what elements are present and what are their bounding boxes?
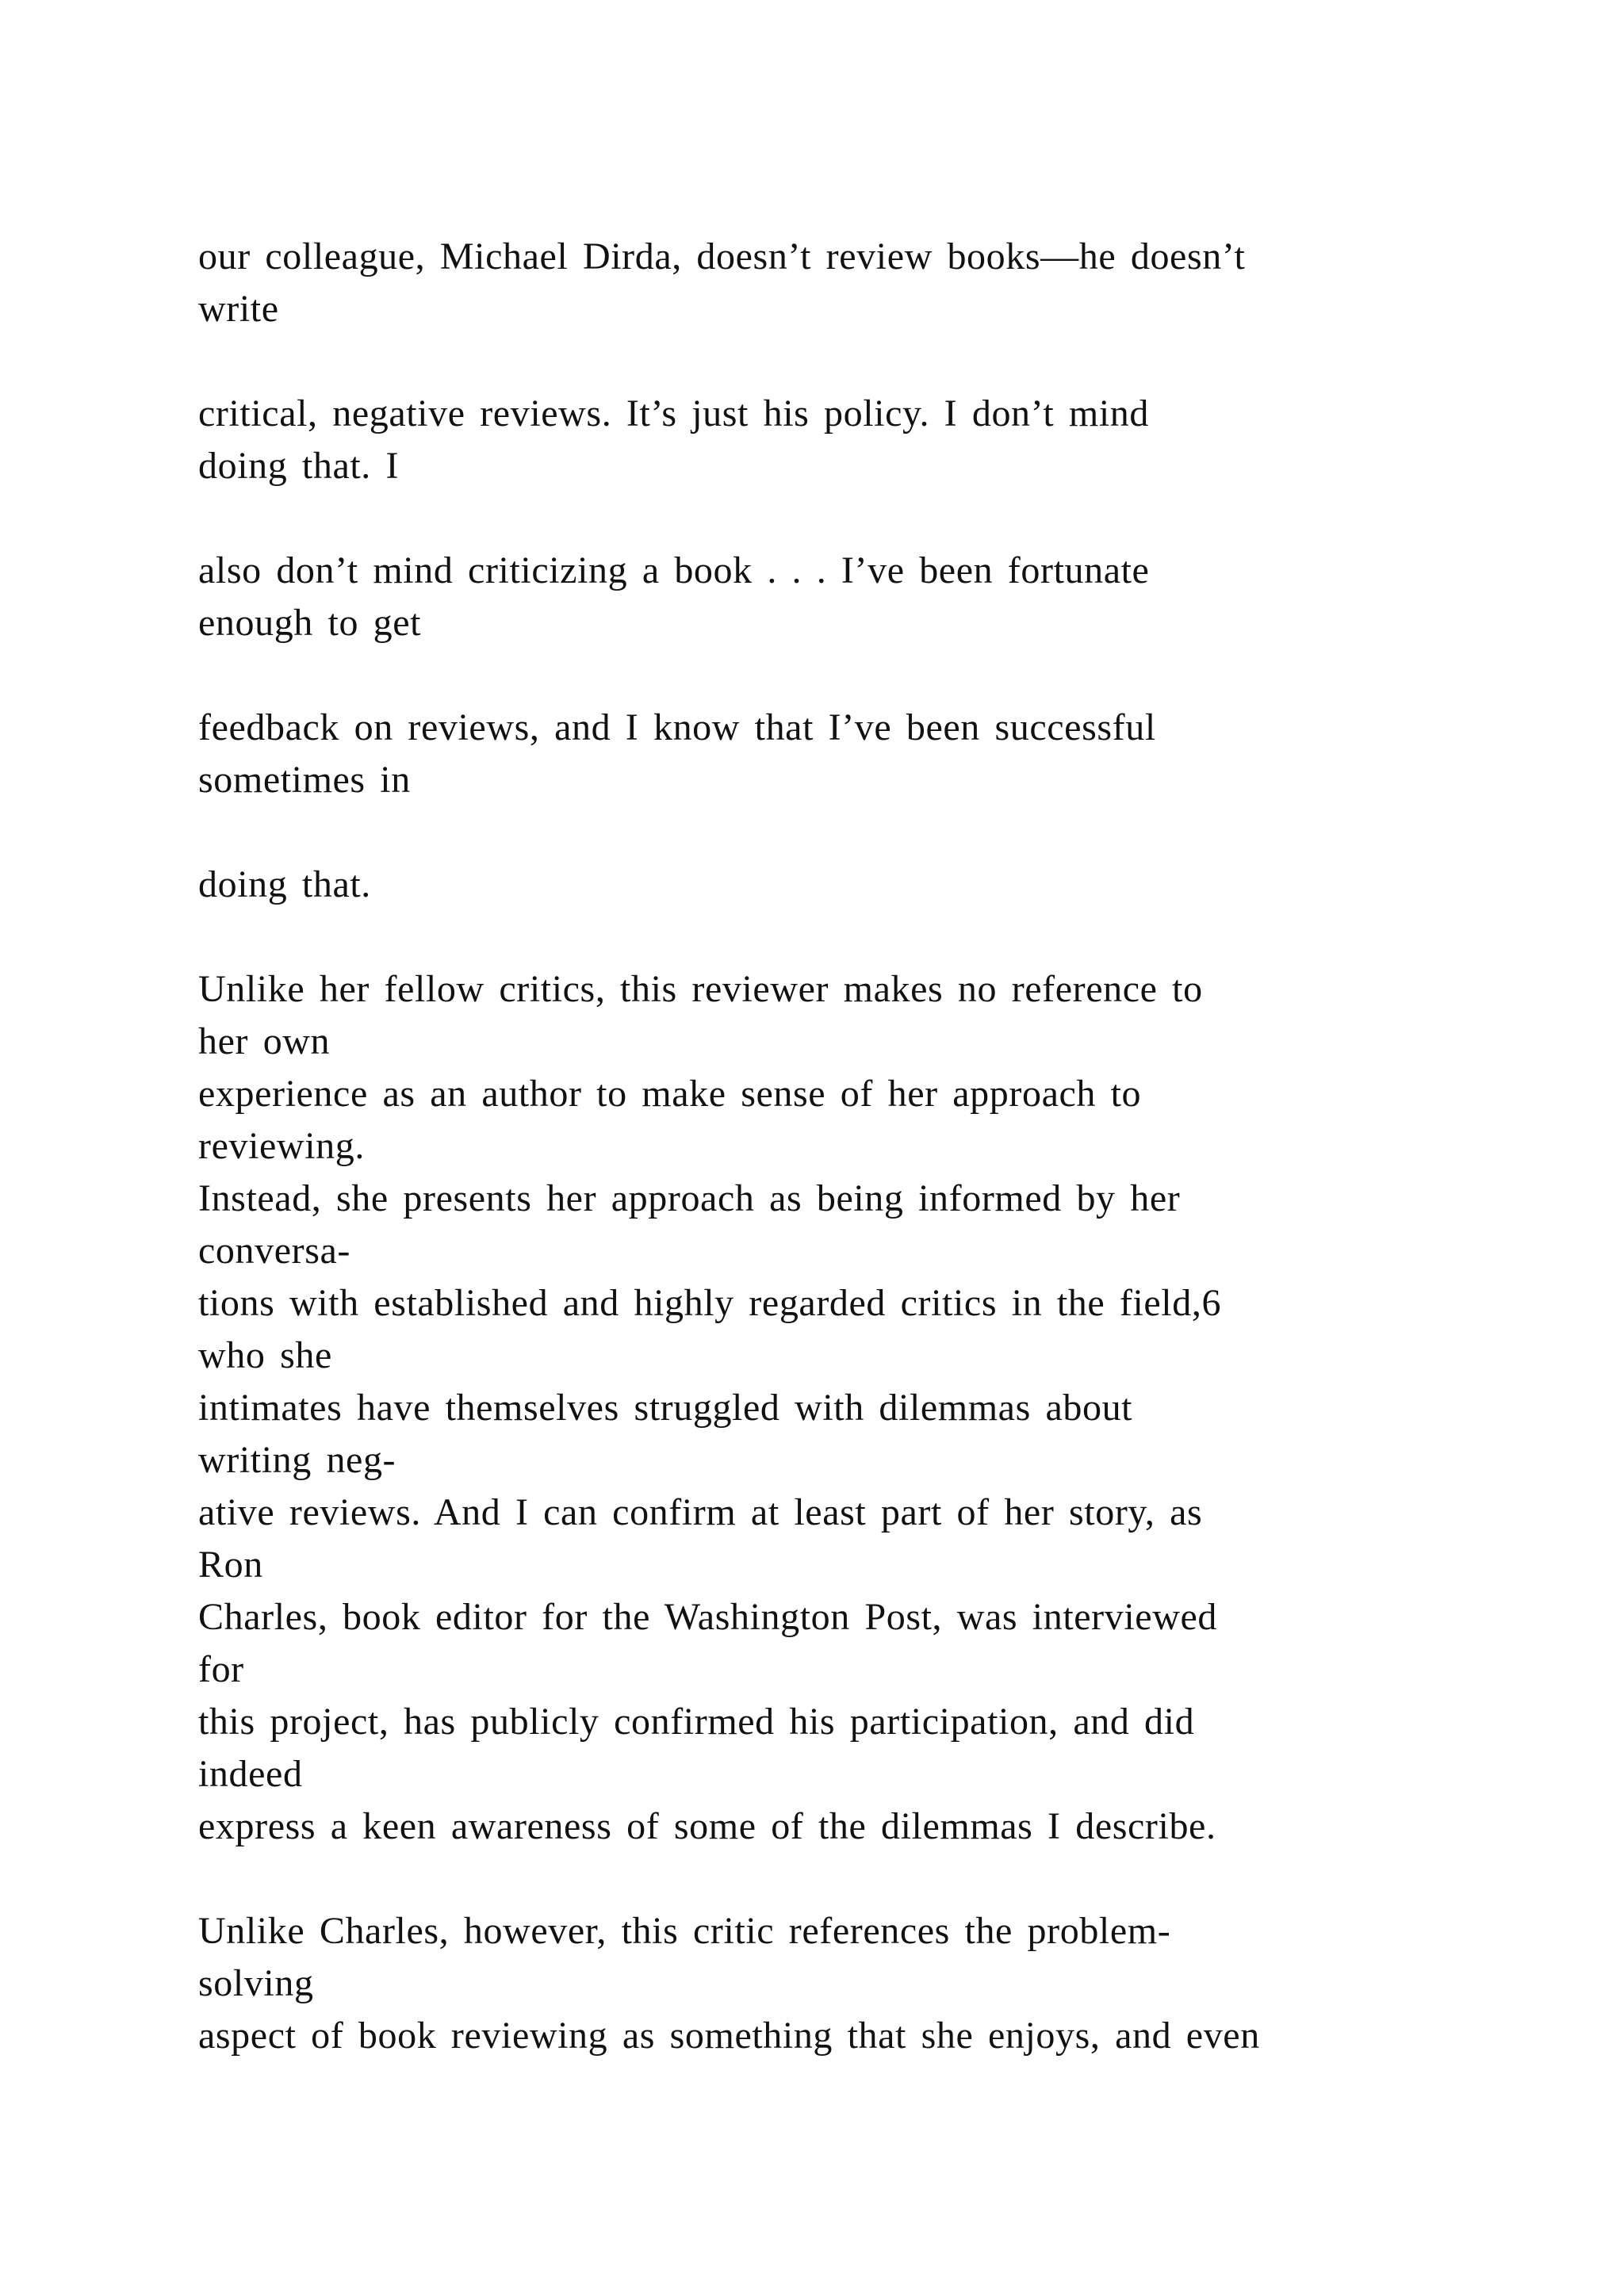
text-line: also don’t mind criticizing a book . . . I’ve been fortunate	[198, 549, 1150, 591]
text-line: ative reviews. And I can confirm at least part of her story, as	[198, 1491, 1203, 1533]
text-line: writing neg-	[198, 1439, 396, 1481]
text-line: doing that. I	[198, 445, 400, 487]
text-line: express a keen awareness of some of the dilemmas I describe.	[198, 1805, 1216, 1847]
text-line: Instead, she presents her approach as being informed by her	[198, 1177, 1181, 1219]
text-line: conversa-	[198, 1230, 350, 1272]
text-line: solving	[198, 1962, 314, 2004]
text-line: for	[198, 1648, 244, 1690]
text-line: our colleague, Michael Dirda, doesn’t review books—he doesn’t	[198, 235, 1246, 277]
text-line: reviewing.	[198, 1125, 365, 1167]
text-line: experience as an author to make sense of her approach to	[198, 1073, 1142, 1115]
text-line: critical, negative reviews. It’s just his policy. I don’t mind	[198, 392, 1149, 434]
text-line: Charles, book editor for the Washington Post, was interviewed	[198, 1596, 1217, 1638]
text-line: indeed	[198, 1753, 303, 1795]
text-line: doing that.	[198, 863, 371, 905]
text-line: Unlike Charles, however, this critic references the problem-	[198, 1910, 1171, 1952]
text-line: intimates have themselves struggled with dilemmas about	[198, 1387, 1133, 1429]
text-line: feedback on reviews, and I know that I’ve been successful	[198, 706, 1156, 748]
text-line: sometimes in	[198, 759, 411, 801]
text-line: enough to get	[198, 602, 422, 644]
text-line: aspect of book reviewing as something that she enjoys, and even	[198, 2015, 1260, 2057]
text-line: write	[198, 288, 279, 330]
text-line: who she	[198, 1334, 332, 1376]
text-line: tions with established and highly regarded critics in the field,6	[198, 1282, 1222, 1324]
text-line: Ron	[198, 1544, 263, 1586]
text-line: Unlike her fellow critics, this reviewer makes no reference to	[198, 968, 1203, 1010]
text-line: this project, has publicly confirmed his participation, and did	[198, 1701, 1195, 1743]
text-line: her own	[198, 1020, 331, 1062]
